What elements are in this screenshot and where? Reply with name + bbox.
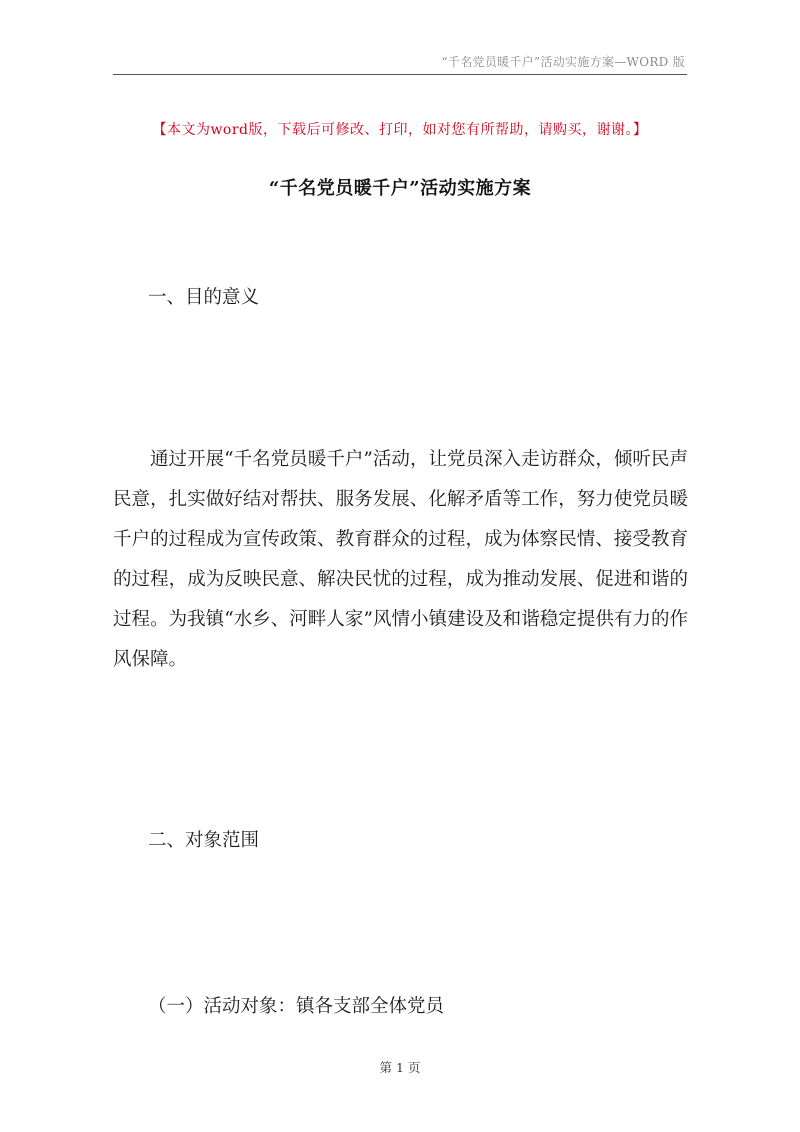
- purchase-notice: 【本文为word版，下载后可修改、打印，如对您有所帮助，请购买，谢谢。】: [152, 122, 648, 138]
- document-title: “千名党员暖千户”活动实施方案: [268, 178, 532, 199]
- header-divider: [113, 74, 687, 75]
- body-paragraph-purpose: 通过开展“千名党员暖千户”活动，让党员深入走访群众，倾听民声民意，扎实做好结对帮扶、服务发展、化解矛盾等工作，努力使党员暖千户的过程成为宣传政策、教育群众的过程，成为体察民情、接受教育的过程，成为反映民意、解决民忧的过程，成为推动发展、促进和谐的过程。为我镇“水乡、河畔人家”风情小镇建设及和谐稳定提供有力的作风保障。: [113, 449, 688, 670]
- section-heading-purpose: 一、目的意义: [148, 287, 260, 308]
- subsection-heading-participants: （一）活动对象：镇各支部全体党员: [148, 996, 445, 1017]
- page-number: 第 1 页: [379, 1060, 421, 1075]
- section-heading-scope: 二、对象范围: [148, 830, 260, 851]
- running-header: “千名党员暖千户”活动实施方案—WORD 版: [441, 55, 685, 69]
